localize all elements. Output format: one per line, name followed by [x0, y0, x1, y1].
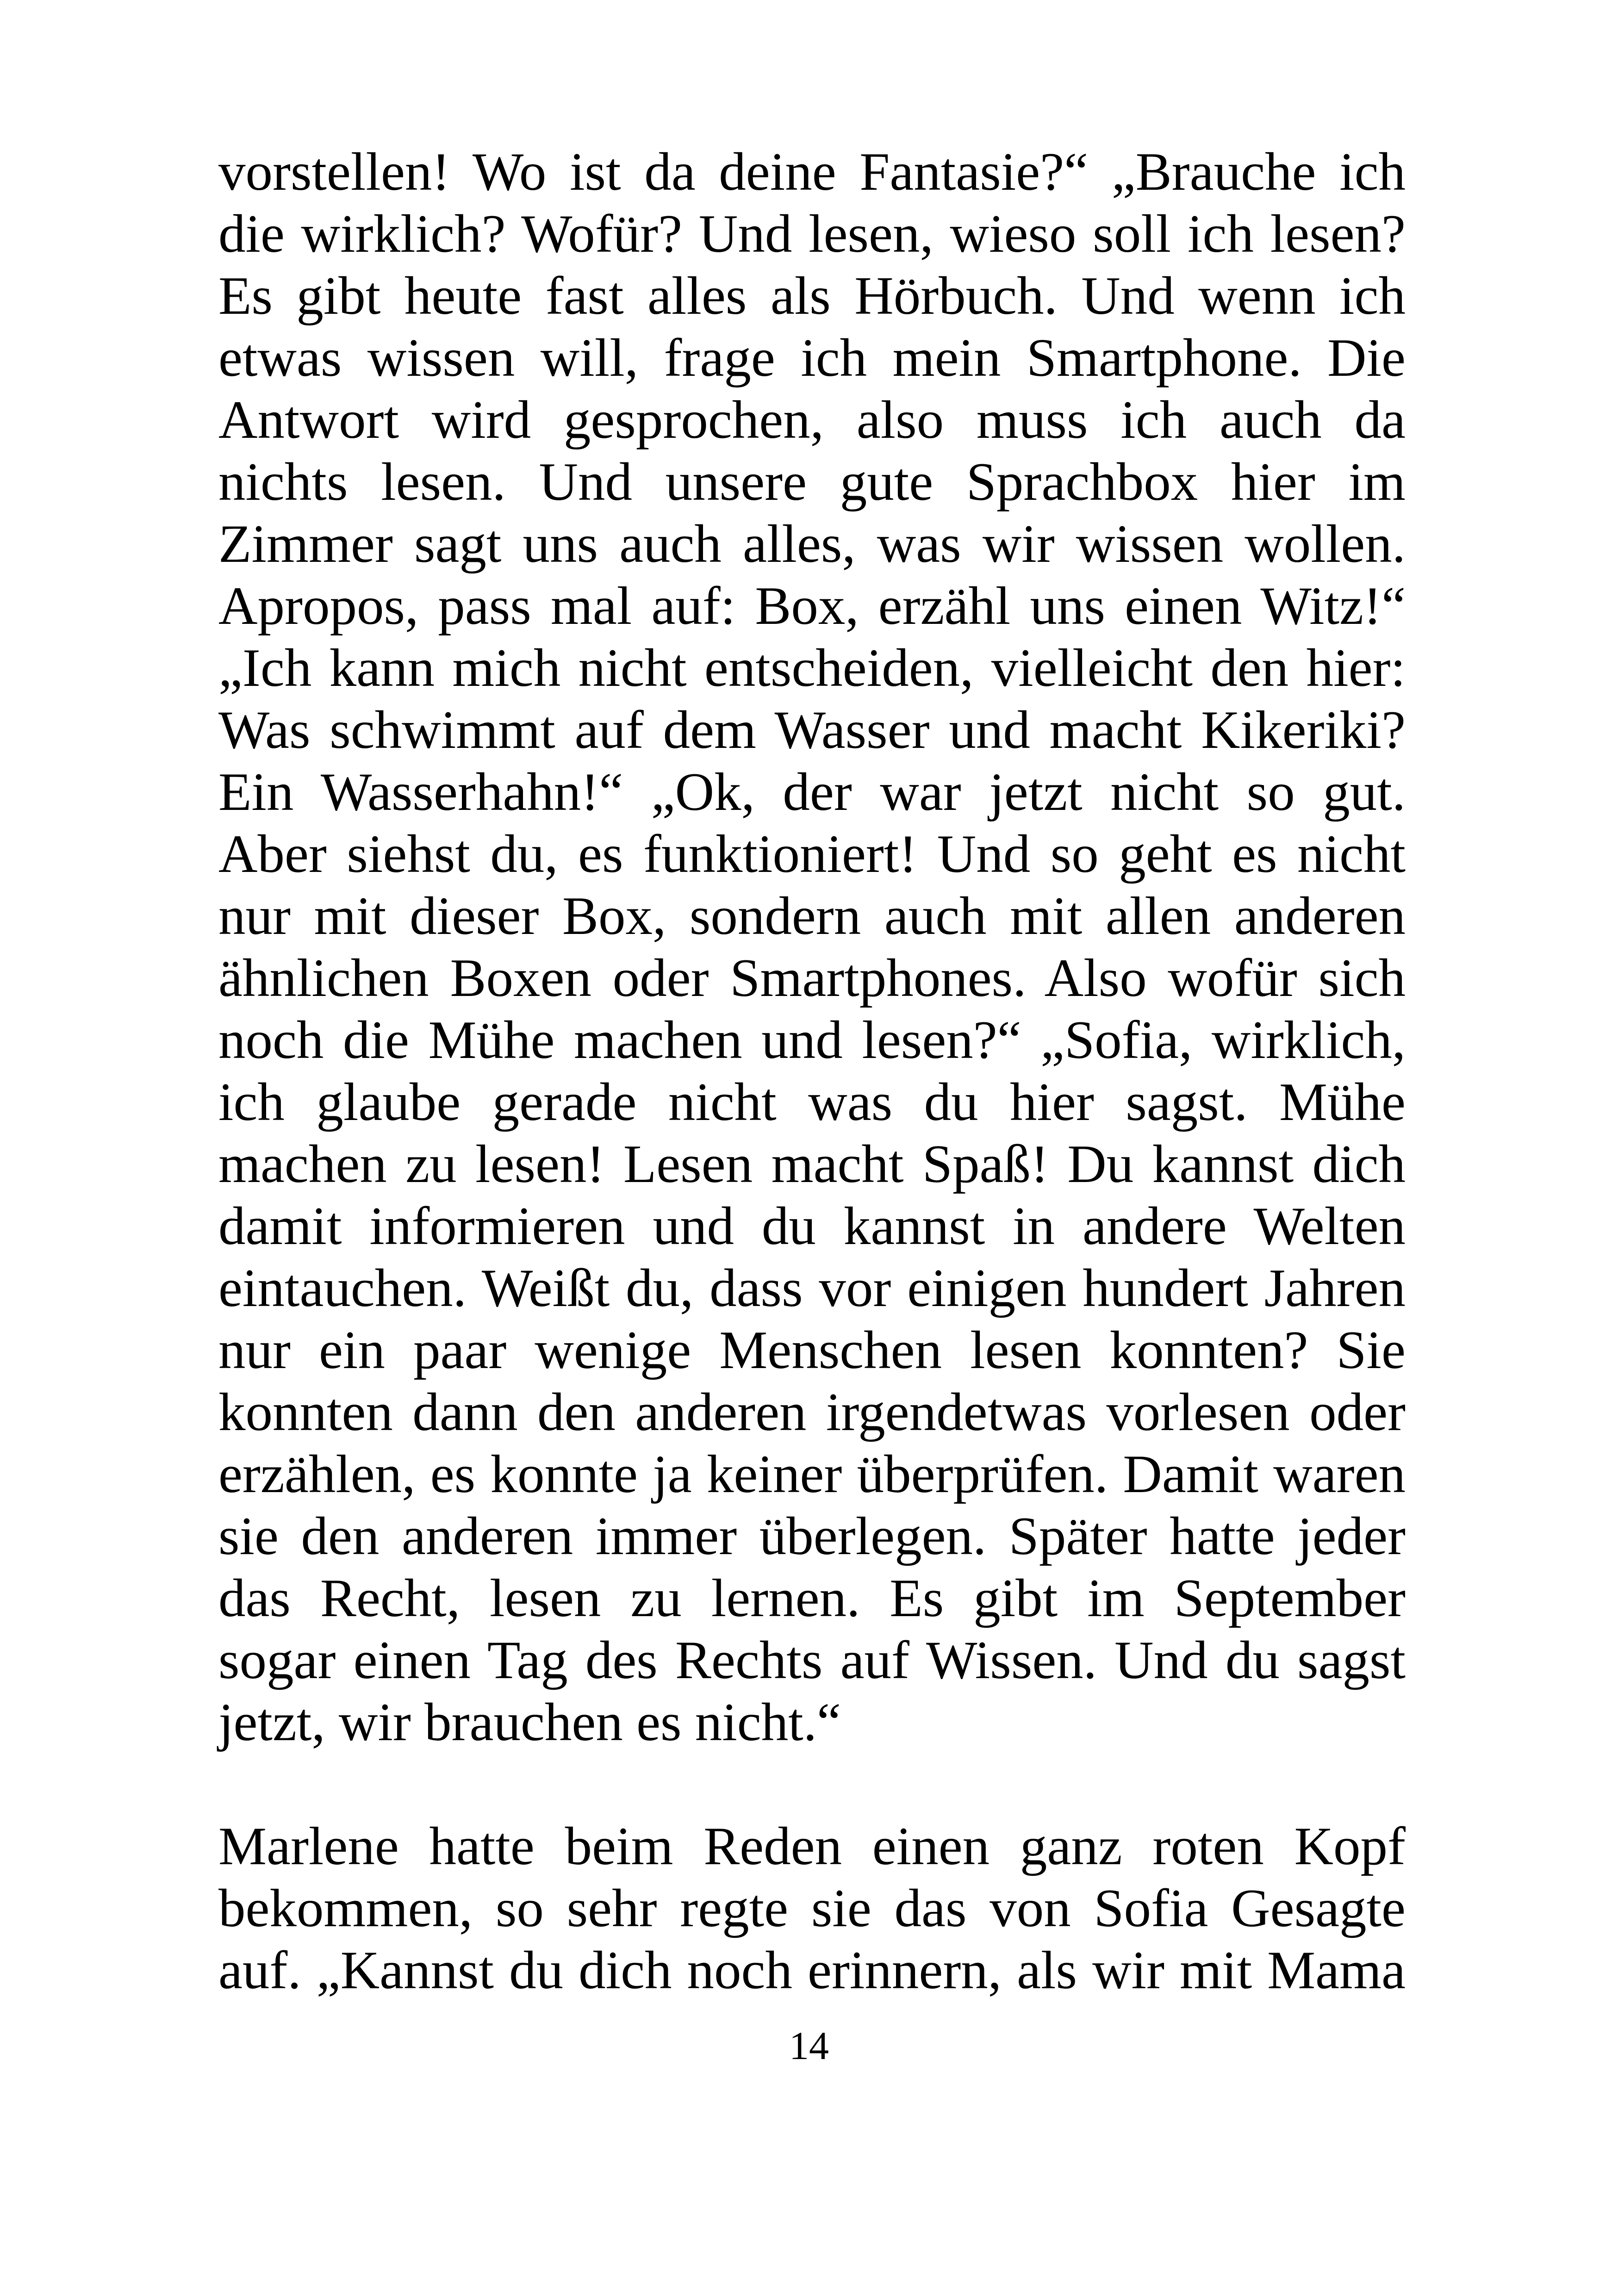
text-line: machen zu lesen! Lesen macht Spaß! Du kannst dich: [218, 1134, 1406, 1194]
paragraph-2: [218, 1816, 1406, 2002]
text-line: Ein Wasserhahn!“ „Ok, der war jetzt nicht so gut.: [218, 762, 1406, 822]
text-line: jetzt, wir brauchen es nicht.“: [218, 1692, 841, 1752]
text-line: nichts lesen. Und unsere gute Sprachbox hier im: [218, 452, 1406, 512]
text-line: nur mit dieser Box, sondern auch mit allen anderen: [218, 886, 1406, 946]
text-line: bekommen, so sehr regte sie das von Sofia Gesagte: [218, 1879, 1406, 1938]
text-line: Marlene hatte beim Reden einen ganz roten Kopf: [218, 1817, 1406, 1876]
text-line: „Ich kann mich nicht entscheiden, vielleicht den hier:: [218, 638, 1406, 698]
text-line: sie den anderen immer überlegen. Später hatte jeder: [218, 1506, 1406, 1566]
page-number: 14: [789, 2023, 829, 2068]
text-line: ähnlichen Boxen oder Smartphones. Also wofür sich: [218, 948, 1406, 1008]
text-line: vorstellen! Wo ist da deine Fantasie?“ „Brauche ich: [218, 142, 1406, 202]
text-line: Was schwimmt auf dem Wasser und macht Kikeriki?: [218, 700, 1406, 760]
text-line: damit informieren und du kannst in andere Welten: [218, 1196, 1406, 1256]
paragraph-spacer: [218, 1754, 1406, 1816]
text-line: die wirklich? Wofür? Und lesen, wieso soll ich lesen?: [218, 204, 1406, 264]
text-line: auf. „Kannst du dich noch erinnern, als wir mit Mama: [218, 1941, 1406, 2000]
text-line: ich glaube gerade nicht was du hier sagst. Mühe: [218, 1072, 1406, 1132]
text-line: etwas wissen will, frage ich mein Smartphone. Die: [218, 328, 1406, 388]
paragraph-1: [218, 141, 1406, 1754]
text-line: Zimmer sagt uns auch alles, was wir wissen wollen.: [218, 514, 1406, 574]
text-line: eintauchen. Weißt du, dass vor einigen hundert Jahren: [218, 1258, 1406, 1318]
text-line: erzählen, es konnte ja keiner überprüfen. Damit waren: [218, 1444, 1406, 1504]
text-line: sogar einen Tag des Rechts auf Wissen. Und du sagst: [218, 1630, 1406, 1690]
text-line: Es gibt heute fast alles als Hörbuch. Und wenn ich: [218, 266, 1406, 326]
text-line: konnten dann den anderen irgendetwas vorlesen oder: [218, 1382, 1406, 1442]
body-text: [218, 141, 1406, 2002]
text-line: noch die Mühe machen und lesen?“ „Sofia, wirklich,: [218, 1010, 1406, 1070]
text-line: Antwort wird gesprochen, also muss ich auch da: [218, 390, 1406, 450]
text-line: das Recht, lesen zu lernen. Es gibt im September: [218, 1568, 1406, 1628]
text-line: Aber siehst du, es funktioniert! Und so geht es nicht: [218, 824, 1406, 884]
text-line: Apropos, pass mal auf: Box, erzähl uns einen Witz!“: [218, 576, 1406, 636]
text-line: nur ein paar wenige Menschen lesen konnten? Sie: [218, 1320, 1406, 1380]
